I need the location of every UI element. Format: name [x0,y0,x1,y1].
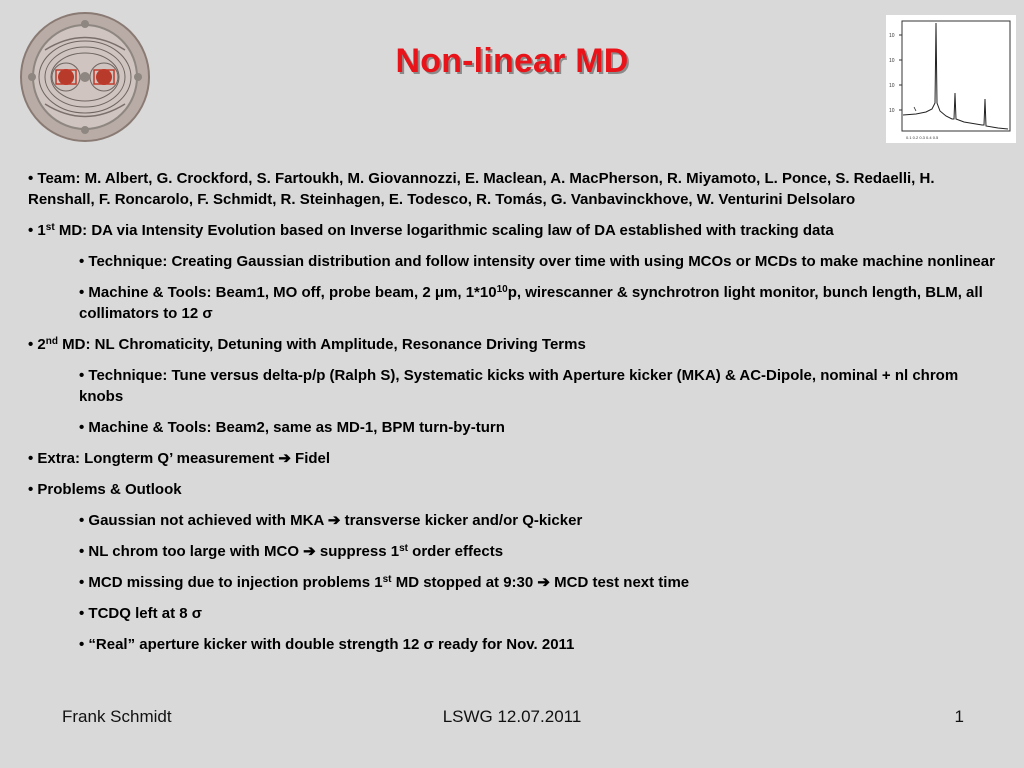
md1-tools-bullet: • Machine & Tools: Beam1, MO off, probe beam, 2 μm, $1*10^{10}p$, wirescanner & synchrotron light monitor, bunch length, BLM, all collimators to 12 σ [79,284,983,322]
gaussian-bullet: • Gaussian not achieved with MKA ➔ transverse kicker and/or Q-kicker [79,512,583,529]
footer-page-number: 1 [954,707,964,726]
tcdq-bullet: • TCDQ left at 8 σ [79,605,203,622]
problems-bullet: • Problems & Outlook [28,481,182,498]
nlchrom-bullet: • NL chrom too large with MCO ➔ suppress 1st order effects [79,543,504,560]
spectrum-plot-icon [886,15,1016,143]
svg-text:10: 10 [889,33,895,39]
slide-content [28,168,996,665]
team-bullet: • Team: M. Albert, G. Crockford, S. Fartoukh, M. Giovannozzi, E. Maclean, A. MacPherson, R. Miyamoto, L. Ponce, S. Redaelli, H. Renshall, F. Roncarolo, F. Schmidt, R. Steinhagen, E. Todesco, R. Tomás, G. Vanbavinckhove, W. Venturini Delsolaro [28,170,935,208]
md2-bullet: • 2nd MD: NL Chromaticity, Detuning with Amplitude, Resonance Driving Terms [28,336,586,353]
svg-text:10: 10 [889,108,895,114]
real-kicker-bullet: • “Real” aperture kicker with double strength 12 σ ready for Nov. 2011 [79,636,575,653]
md2-technique-bullet: • Technique: Tune versus delta-p/p (Ralph S), Systematic kicks with Aperture kicker (MKA) & AC-Dipole, nominal + nl chrom knobs [79,367,959,405]
svg-text:0.1 0.2 0.3 0.4 0.5: 0.1 0.2 0.3 0.4 0.5 [906,135,939,140]
svg-text:10: 10 [889,83,895,89]
mcd-bullet: • MCD missing due to injection problems 1st MD stopped at 9:30 ➔ MCD test next time [79,574,690,591]
svg-text:10: 10 [889,58,895,64]
md2-tools-bullet: • Machine & Tools: Beam2, same as MD-1, BPM turn-by-turn [79,419,505,436]
md1-bullet: • 1st MD: DA via Intensity Evolution based on Inverse logarithmic scaling law of DA established with tracking data [28,222,834,239]
md1-technique-bullet: • Technique: Creating Gaussian distribution and follow intensity over time with using MCOs or MCDs to make machine nonlinear [79,253,995,270]
footer-event: LSWG 12.07.2011 [442,707,582,726]
footer-author: Frank Schmidt [62,707,172,726]
slide-title: Non-linear MD [395,42,629,80]
extra-bullet: • Extra: Longterm Q’ measurement ➔ Fidel [28,450,331,467]
